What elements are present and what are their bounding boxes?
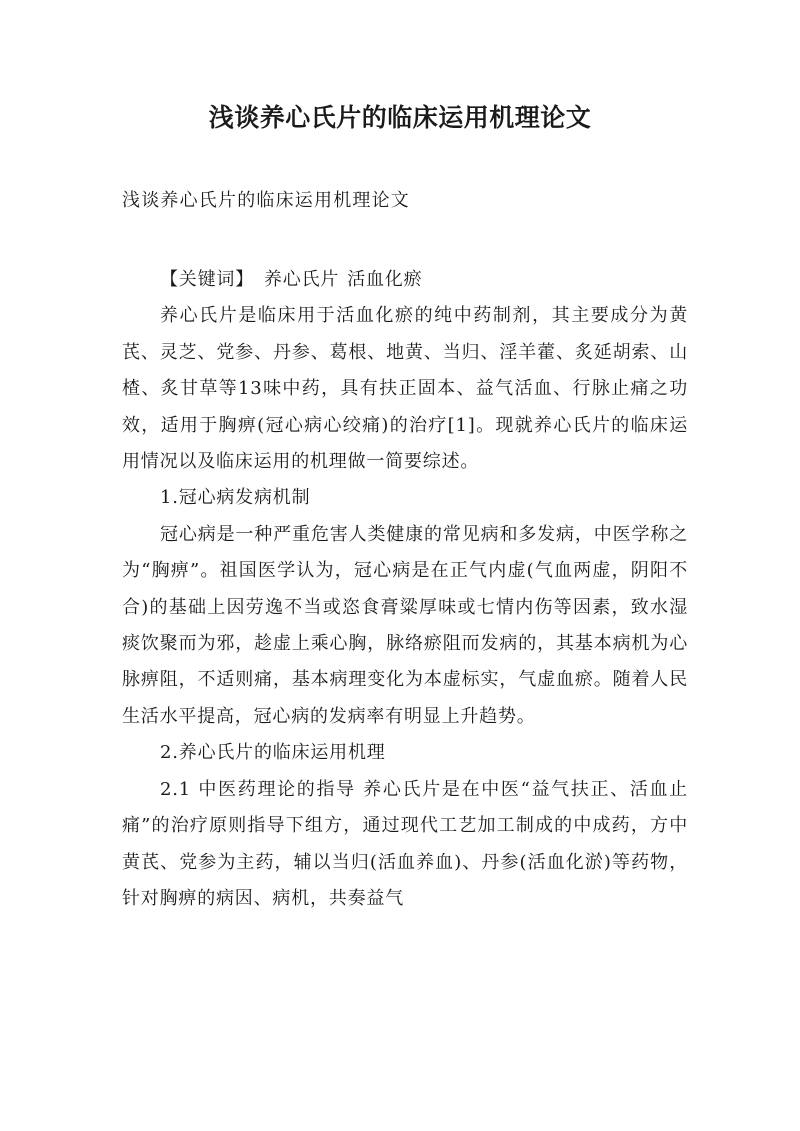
section-heading-1: 1.冠心病发病机制: [160, 487, 311, 509]
keywords-line: [122, 262, 688, 298]
keywords-label: 【关键词】: [160, 269, 254, 290]
paragraph-tcm-theory: 2.1 中医药理论的指导 养心氏片是在中医“益气扶正、活血止痛”的治疗原则指导下组方，通过现代工艺加工制成的中成药，方中黄芪、党参为主药，辅以当归(活血养血)、丹参(活血化淤)等药物，针对胸痹的病因、病机，共奏益气: [122, 778, 688, 909]
keyword-item: 活血化瘀: [347, 269, 423, 290]
paragraph-intro: 养心氏片是临床用于活血化瘀的纯中药制剂，其主要成分为黄芪、灵芝、党参、丹参、葛根、地黄、当归、淫羊藿、炙延胡索、山楂、炙甘草等13味中药，具有扶正固本、益气活血、行脉止痛之功效，适用于胸痹(冠心病心绞痛)的治疗[1]。现就养心氏片的临床运用情况以及临床运用的机理做一简要综述。: [122, 305, 688, 473]
paragraph-pathogenesis: 冠心病是一种严重危害人类健康的常见病和多发病，中医学称之为“胸痹”。祖国医学认为，冠心病是在正气内虚(气血两虚，阴阳不合)的基础上因劳逸不当或恣食膏粱厚味或七情内伤等因素，致水湿痰饮聚而为邪，趁虚上乘心胸，脉络瘀阻而发病的，其基本病机为心脉痹阻，不适则痛，基本病理变化为本虚标实，气虚血瘀。随着人民生活水平提高，冠心病的发病率有明显上升趋势。: [122, 523, 688, 727]
section-heading-2: 2.养心氏片的临床运用机理: [160, 742, 386, 764]
document-title: 浅谈养心氏片的临床运用机理论文: [208, 103, 592, 132]
document-subtitle: 浅谈养心氏片的临床运用机理论文: [122, 190, 410, 211]
document-body: [122, 262, 688, 917]
keyword-item: 养心氏片: [264, 269, 340, 290]
